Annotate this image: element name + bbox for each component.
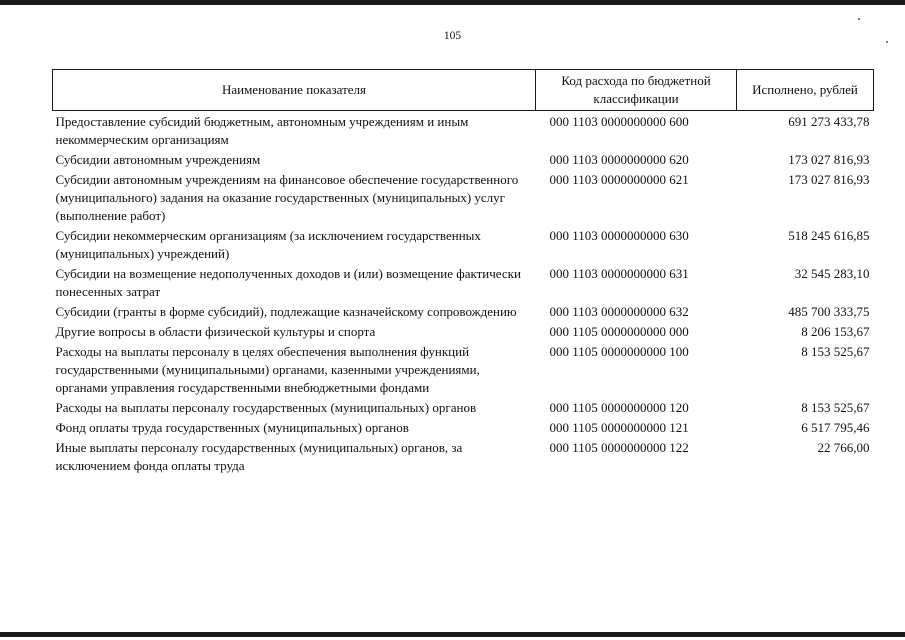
row-code: 000 1103 0000000000 632 [549, 304, 689, 319]
column-header-executed-amount: Исполнено, рублей [737, 70, 874, 111]
row-amount: 173 027 816,93 [788, 172, 870, 187]
row-amount: 173 027 816,93 [788, 152, 870, 167]
row-amount: 32 545 283,10 [794, 266, 870, 281]
row-name: Субсидии (гранты в форме субсидий), подлежащие казначейскому сопровождению [55, 304, 517, 319]
row-code: 000 1103 0000000000 631 [549, 266, 689, 281]
row-amount: 691 273 433,78 [788, 114, 870, 129]
scan-speck [858, 18, 860, 20]
column-header-indicator-name: Наименование показателя [53, 70, 536, 111]
row-code: 000 1103 0000000000 600 [549, 114, 689, 129]
row-name: Предоставление субсидий бюджетным, автономным учреждениям и иным некоммерческим организациям [55, 114, 469, 147]
row-code: 000 1103 0000000000 630 [549, 228, 689, 243]
row-amount: 6 517 795,46 [801, 420, 870, 435]
table-row [53, 303, 874, 323]
row-name: Субсидии автономным учреждениям на финансовое обеспечение государственного (муниципального) задания на оказание государственных (муниципальных) услуг (выполнение работ) [55, 172, 519, 223]
table-row [53, 227, 874, 265]
row-amount: 22 766,00 [817, 440, 870, 455]
row-name: Фонд оплаты труда государственных (муниципальных) органов [55, 420, 409, 435]
row-name: Субсидии автономным учреждениям [55, 152, 261, 167]
row-name: Расходы на выплаты персоналу государственных (муниципальных) органов [55, 400, 477, 415]
table-row [53, 171, 874, 227]
row-name: Расходы на выплаты персоналу в целях обеспечения выполнения функций государственными (муниципальными) органами, казенными учреждениями, органами управления государственными внебюджетными фондами [55, 344, 480, 395]
row-code: 000 1105 0000000000 121 [549, 420, 689, 435]
row-amount: 485 700 333,75 [788, 304, 870, 319]
table-row [53, 265, 874, 303]
table-row [53, 399, 874, 419]
row-code: 000 1105 0000000000 100 [549, 344, 689, 359]
row-code: 000 1105 0000000000 122 [549, 440, 689, 455]
row-code: 000 1103 0000000000 620 [549, 152, 689, 167]
table-row [53, 151, 874, 171]
row-amount: 518 245 616,85 [788, 228, 870, 243]
row-name: Другие вопросы в области физической культуры и спорта [55, 324, 376, 339]
row-code: 000 1105 0000000000 000 [549, 324, 689, 339]
row-name: Иные выплаты персоналу государственных (муниципальных) органов, за исключением фонда оплаты труда [55, 440, 463, 473]
table-row [53, 343, 874, 399]
row-code: 000 1103 0000000000 621 [549, 172, 689, 187]
row-amount: 8 153 525,67 [801, 344, 870, 359]
table-header [53, 70, 874, 111]
row-code: 000 1105 0000000000 120 [549, 400, 689, 415]
row-name: Субсидии некоммерческим организациям (за исключением государственных (муниципальных) учреждений) [55, 228, 481, 261]
expenditure-table [52, 69, 874, 477]
table-row [53, 111, 874, 152]
row-amount: 8 206 153,67 [801, 324, 870, 339]
row-amount: 8 153 525,67 [801, 400, 870, 415]
table-row [53, 419, 874, 439]
page-number: 105 [443, 30, 462, 42]
scan-border-top [0, 0, 905, 5]
row-name: Субсидии на возмещение недополученных доходов и (или) возмещение фактически понесенных затрат [55, 266, 521, 299]
column-header-budget-code: Код расхода по бюджетной классификации [536, 70, 737, 111]
table-row [53, 439, 874, 477]
scan-border-bottom [0, 632, 905, 637]
table-row [53, 323, 874, 343]
